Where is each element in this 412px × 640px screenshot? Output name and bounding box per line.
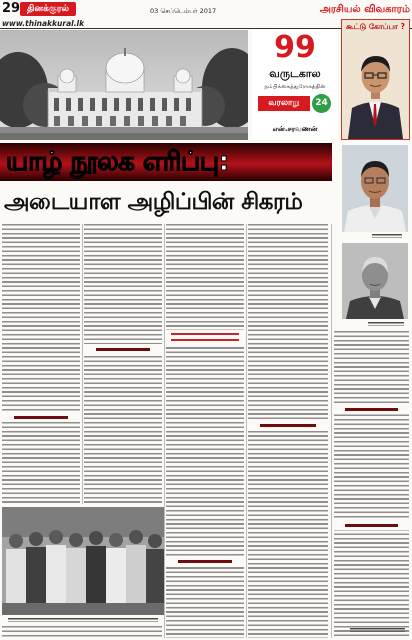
article-column <box>2 224 80 504</box>
article-column <box>248 224 328 638</box>
article-column <box>84 224 162 504</box>
portrait-caption <box>372 234 402 238</box>
article-subhead <box>84 344 162 354</box>
series-years-number: 99 <box>274 30 316 65</box>
article-byline-note <box>350 628 405 632</box>
article-column <box>166 224 244 638</box>
portrait-caption <box>368 322 404 326</box>
column-divider <box>246 224 247 638</box>
series-part-badge: 24 <box>312 94 331 113</box>
library-building-photo <box>0 30 248 140</box>
cartoon-illustration <box>342 34 409 139</box>
article-subhead <box>334 404 409 414</box>
issue-date: 03 செப்டெம்பர் 2017 <box>150 7 217 15</box>
article-subhead <box>2 412 80 422</box>
portrait-photo <box>342 145 408 232</box>
pull-quote <box>166 330 244 346</box>
column-divider <box>164 224 165 638</box>
section-title: அரசியல் விவகாரம் <box>319 4 410 15</box>
article-subhead <box>166 556 244 566</box>
headline-primary: யாழ் நூலக எரிப்பு: <box>0 143 332 181</box>
website-address: www.thinakkural.lk <box>2 19 85 28</box>
headline-secondary: அடையாள அழிப்பின் சிகரம் <box>4 189 303 215</box>
series-box <box>252 30 338 140</box>
author-byline: என்.சரவணன் <box>272 125 318 133</box>
page-number: 29 <box>2 1 21 16</box>
cartoon-box <box>341 19 410 140</box>
historical-group-photo <box>2 507 164 615</box>
column-divider <box>82 224 83 504</box>
series-history-label: வரலாறு <box>258 96 310 111</box>
article-column <box>334 331 409 638</box>
cartoon-caption: கூட்டு கோப்பா ? <box>346 22 405 31</box>
portrait-photo <box>342 243 408 319</box>
series-subtitle: நம்பிக்கைத்துரோகத்தின் <box>264 84 326 90</box>
article-column <box>2 626 162 638</box>
newspaper-logo: தினக்குரல் <box>20 2 76 16</box>
column-divider <box>331 224 332 638</box>
article-subhead <box>248 420 328 430</box>
photo-caption <box>8 618 158 622</box>
article-subhead <box>334 520 409 530</box>
series-years-label: வருடகால <box>269 67 321 80</box>
